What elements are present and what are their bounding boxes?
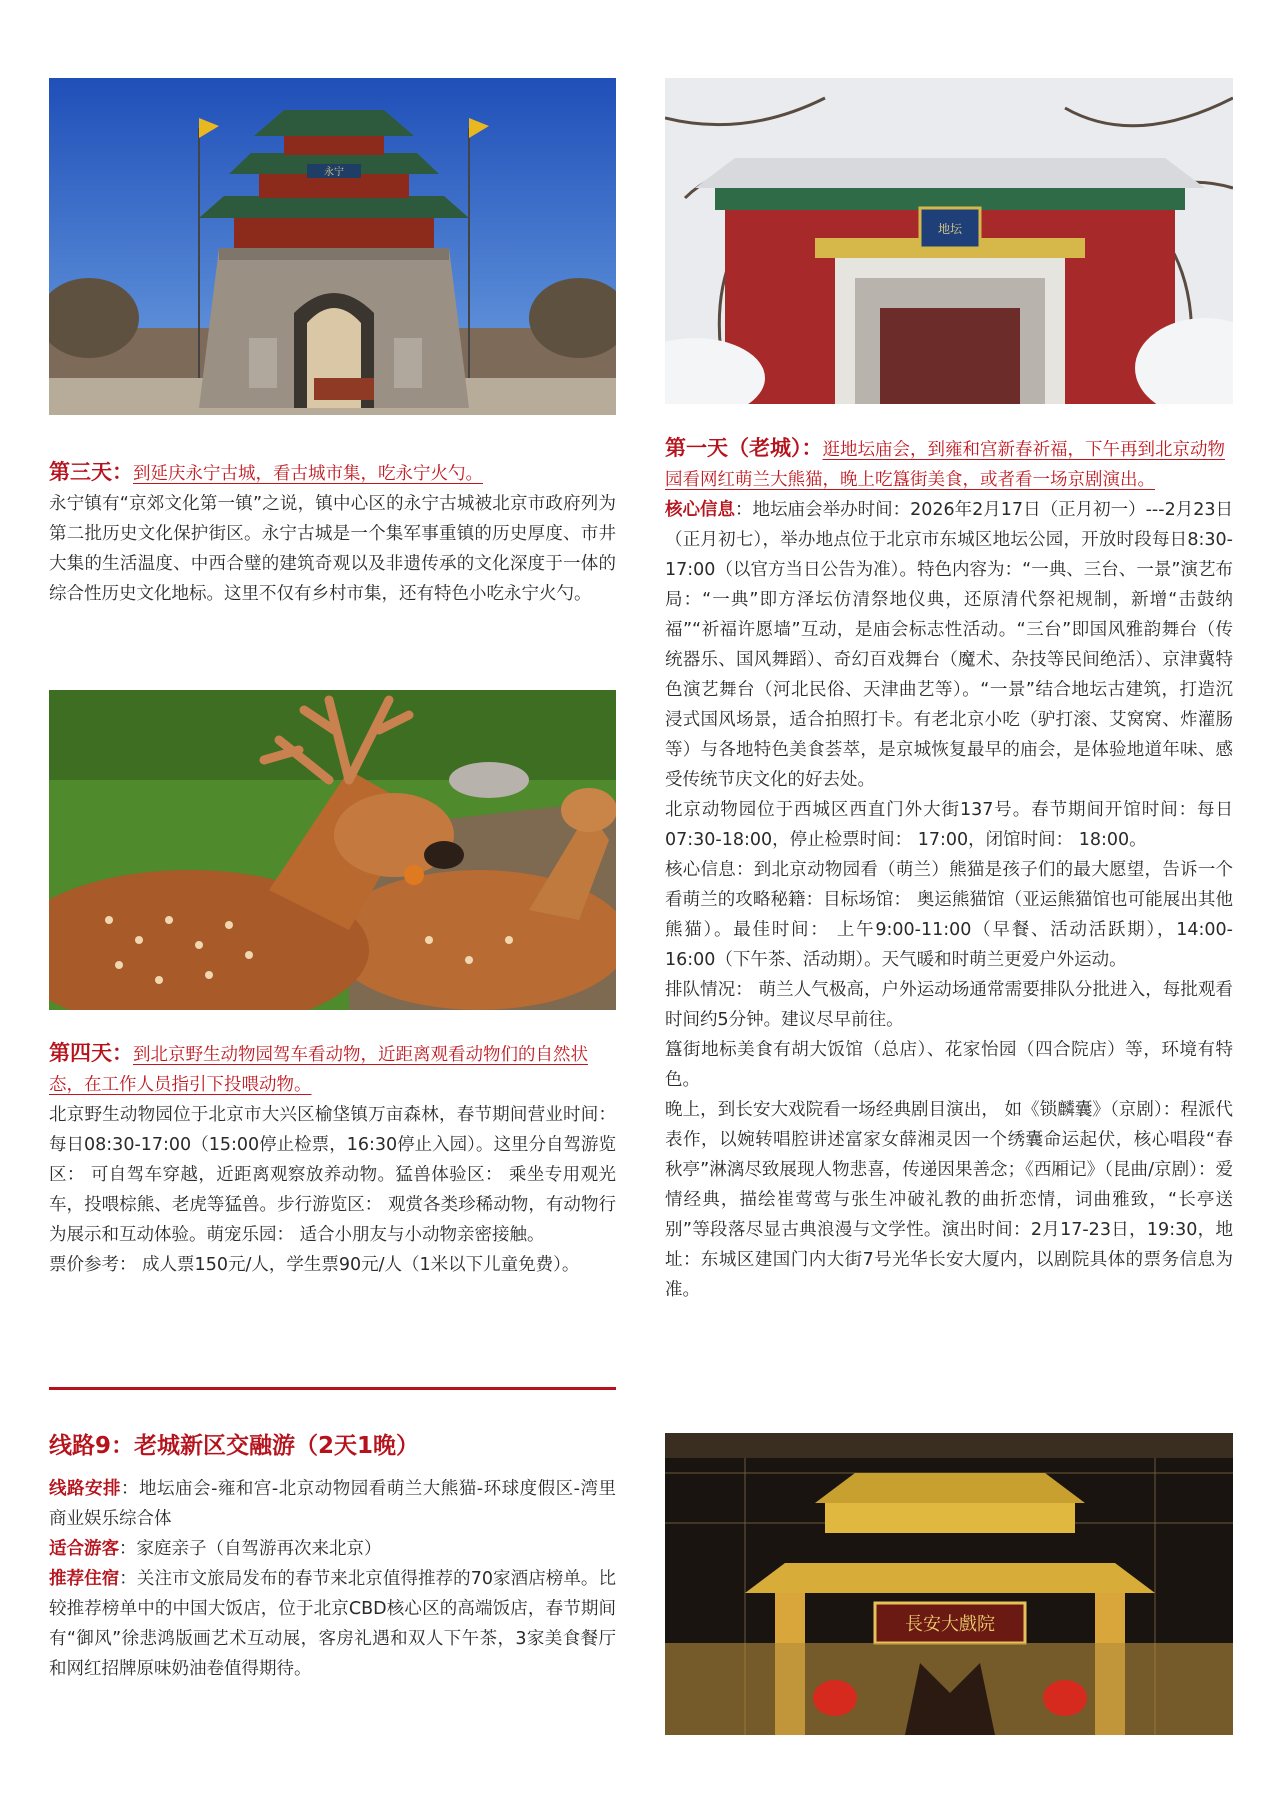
day4-body: 北京野生动物园位于北京市大兴区榆垡镇万亩森林，春节期间营业时间： 每日08:30-17:00（15:00停止检票，16:30停止入园）。这里分自驾游览区： 可自驾车穿越，近距离观察放养动物。猛兽体验区： 乘坐专用观光车，投喂棕熊、老虎等猛兽。步行游览区： 观赏各类珍稀动物，有动物行为展示和互动体验。萌宠乐园： 适合小朋友与小动物亲密接触。	[49, 1105, 616, 1245]
section-divider	[49, 1387, 616, 1390]
day1-core	[665, 495, 1233, 795]
route9-arrange-text: ：地坛庙会-雍和宫-北京动物园看萌兰大熊猫-环球度假区-湾里商业娱乐综合体	[49, 1479, 616, 1529]
changan-theater-photo	[665, 1433, 1233, 1735]
day1-zoo-hours: 北京动物园位于西城区西直门外大街137号。春节期间开馆时间：每日07:30-18:00，停止检票时间： 17:00，闭馆时间： 18:00。	[665, 800, 1233, 850]
day1-heading	[665, 433, 1233, 495]
route9-hotel	[49, 1564, 616, 1684]
day1-core-key: 核心信息	[665, 500, 736, 520]
day1-desc: 逛地坛庙会，到雍和宫新春祈福，下午再到北京动物园看网红萌兰大熊猫，晚上吃簋街美食，或者看一场京剧演出。	[665, 440, 1225, 490]
route9-guests-key: 适合游客	[49, 1539, 119, 1559]
theater-sign: 長安大戲院	[905, 1614, 995, 1635]
route9-arrange	[49, 1474, 616, 1534]
day3-body: 永宁镇有“京郊文化第一镇”之说，镇中心区的永宁古城被北京市政府列为第二批历史文化保护街区。永宁古城是一个集军事重镇的历史厚度、市井大集的生活温度、中西合璧的建筑奇观以及非遗传承的文化深度于一体的综合性历史文化地标。这里不仅有乡村市集，还有特色小吃永宁火勺。	[49, 494, 616, 604]
day3-heading	[49, 457, 616, 489]
day1-zoo-tips: 核心信息：到北京动物园看（萌兰）熊猫是孩子们的最大愿望，告诉一个看萌兰的攻略秘籍：目标场馆： 奥运熊猫馆（亚运熊猫馆也可能展出其他熊猫）。最佳时间： 上午9:00-11:00（早餐、活动活跃期），14:00-16:00（下午茶、活动期）。天气暖和时萌兰更爱户外运动。	[665, 860, 1233, 970]
ditan-gate-photo	[665, 78, 1233, 404]
day4-heading	[49, 1038, 616, 1100]
day4-label: 第四天：	[49, 1041, 133, 1065]
route9-arrange-key: 线路安排	[49, 1479, 122, 1499]
day1-label: 第一天（老城）：	[665, 436, 823, 460]
day3-desc: 到延庆永宁古城，看古城市集，吃永宁火勺。	[133, 464, 483, 484]
route9-title: 线路9：老城新区交融游（2天1晚）	[49, 1433, 420, 1459]
gate-plaque: 地坛	[937, 222, 963, 236]
day1-core-text: ：地坛庙会举办时间：2026年2月17日（正月初一）---2月23日（正月初七），举办地点位于北京市东城区地坛公园，开放时段每日8:30-17:00（以官方当日公告为准）。特色内容为：“一典、三台、一景”演艺布局：“一典”即方泽坛仿清祭地仪典，还原清代祭祀规制，新增“击鼓纳福”“祈福许愿墙”互动，是庙会标志性活动。“三台”即国风雅韵舞台（传统器乐、国风舞蹈）、奇幻百戏舞台（魔术、杂技等民间绝活）、京津冀特色演艺舞台（河北民俗、天津曲艺等）。“一景”结合地坛古建筑，打造沉浸式国风场景，适合拍照打卡。有老北京小吃（驴打滚、艾窝窝、炸灌肠等）与各地特色美食荟萃，是京城恢复最早的庙会，是体验地道年味、感受传统节庆文化的好去处。	[665, 500, 1233, 790]
day3-label: 第三天：	[49, 460, 133, 484]
yongning-tower-photo	[49, 78, 616, 415]
route9-hotel-key: 推荐住宿	[49, 1569, 120, 1589]
route9-guests	[49, 1534, 616, 1564]
day4-ticket: 票价参考： 成人票150元/人，学生票90元/人（1米以下儿童免费）。	[49, 1255, 580, 1275]
day1-zoo-queue: 排队情况： 萌兰人气极高，户外运动场通常需要排队分批进入，每批观看时间约5分钟。建议尽早前往。	[665, 980, 1233, 1030]
tower-plaque: 永宁	[324, 167, 344, 178]
deer-photo	[49, 690, 616, 1010]
route9-hotel-text: ：关注市文旅局发布的春节来北京值得推荐的70家酒店榜单。比较推荐榜单中的中国大饭店，位于北京CBD核心区的高端饭店，春节期间有“御风”徐悲鸿版画艺术互动展，客房礼遇和双人下午茶，3家美食餐厅和网红招牌原味奶油卷值得期待。	[49, 1569, 616, 1679]
day4-desc: 到北京野生动物园驾车看动物，近距离观看动物们的自然状态，在工作人员指引下投喂动物。	[49, 1045, 588, 1095]
route9-guests-text: ：家庭亲子（自驾游再次来北京）	[119, 1539, 382, 1559]
day1-opera: 晚上，到长安大戏院看一场经典剧目演出， 如《锁麟囊》（京剧）：程派代表作，以婉转唱腔讲述富家女薛湘灵因一个绣囊命运起伏，核心唱段“春秋亭”淋漓尽致展现人物悲喜，传递因果善念；《西厢记》（昆曲/京剧）：爱情经典，描绘崔莺莺与张生冲破礼教的曲折恋情，词曲雅致，“长亭送别”等段落尽显古典浪漫与文学性。演出时间：2月17-23日，19:30，地址：东城区建国门内大街7号光华长安大厦内，以剧院具体的票务信息为准。	[665, 1100, 1233, 1300]
day1-food: 簋街地标美食有胡大饭馆（总店）、花家怡园（四合院店）等，环境有特色。	[665, 1040, 1233, 1090]
